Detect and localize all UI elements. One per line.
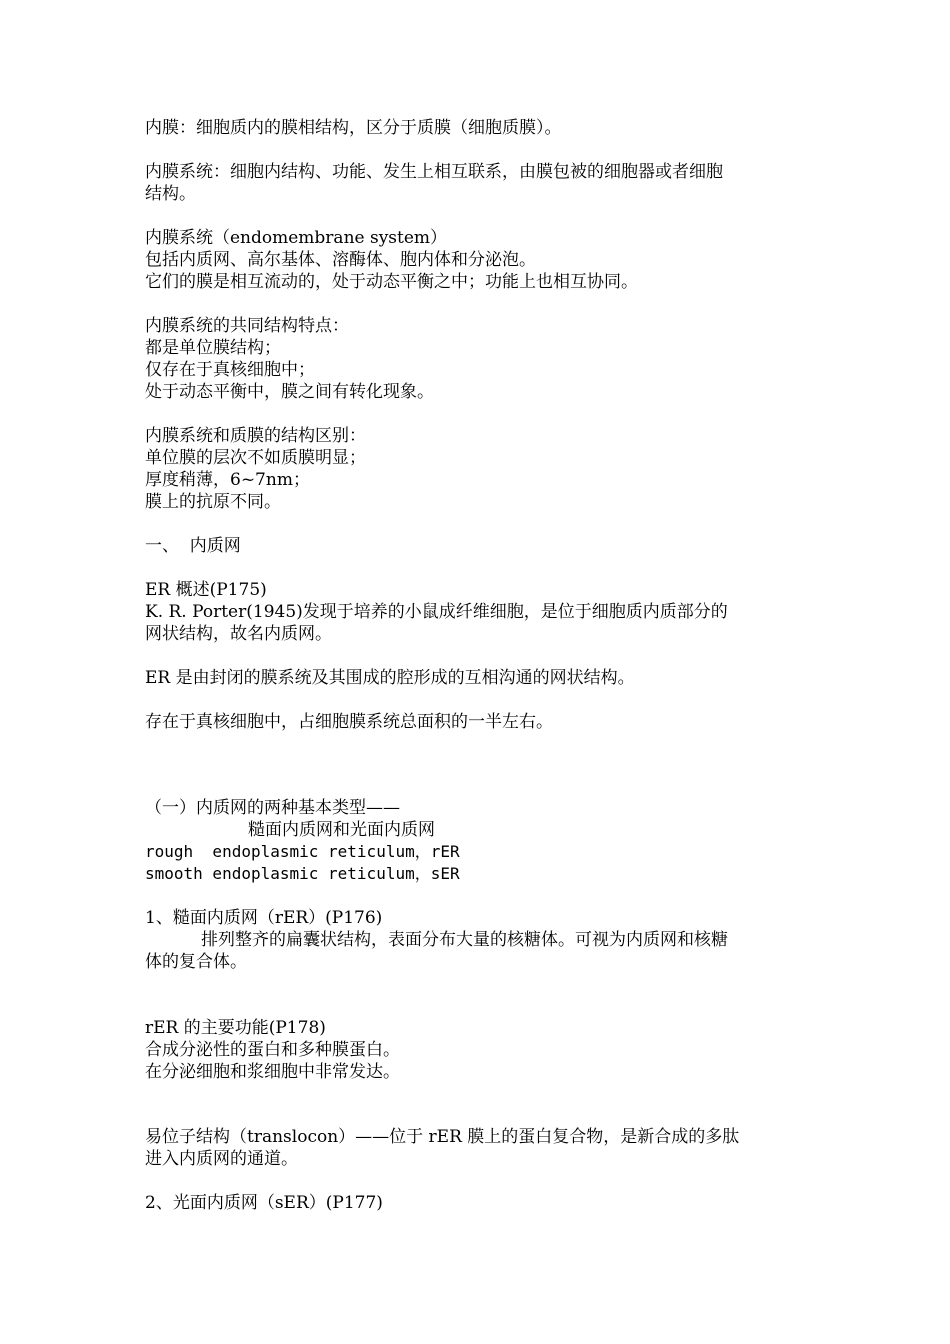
subsection-heading-types: （一）内质网的两种基本类型—— <box>145 798 400 818</box>
common-feature-1: 都是单位膜结构； <box>145 338 281 358</box>
endomembrane-components: 包括内质网、高尔基体、溶酶体、胞内体和分泌泡。 <box>145 250 536 270</box>
er-discovery-line-1: K. R. Porter(1945)发现于培养的小鼠成纤维细胞，是位于细胞质内质部分的 <box>145 602 728 622</box>
section-heading-er: 一、 内质网 <box>145 536 241 556</box>
rough-er-description-line-2: 体的复合体。 <box>145 952 247 972</box>
definition-endomembrane-system-line-1: 内膜系统：细胞内结构、功能、发生上相互联系，由膜包被的细胞器或者细胞 <box>145 162 723 182</box>
difference-1: 单位膜的层次不如质膜明显； <box>145 448 366 468</box>
differences-heading: 内膜系统和质膜的结构区别： <box>145 426 366 446</box>
common-feature-2: 仅存在于真核细胞中； <box>145 360 315 380</box>
rer-function-heading: rER 的主要功能(P178) <box>145 1018 326 1038</box>
rough-er-heading: 1、糙面内质网（rER）(P176) <box>145 908 383 928</box>
endomembrane-system-heading: 内膜系统（endomembrane system） <box>145 228 448 248</box>
rer-function-2: 在分泌细胞和浆细胞中非常发达。 <box>145 1062 400 1082</box>
definition-endomembrane-system-line-2: 结构。 <box>145 184 196 204</box>
smooth-er-heading: 2、光面内质网（sER）(P177) <box>145 1193 383 1213</box>
common-features-heading: 内膜系统的共同结构特点： <box>145 316 349 336</box>
definition-endomembrane: 内膜：细胞质内的膜相结构，区分于质膜（细胞质膜）。 <box>145 118 562 138</box>
difference-2: 厚度稍薄，6~7nm； <box>145 470 310 490</box>
er-discovery-line-2: 网状结构，故名内质网。 <box>145 624 332 644</box>
translocon-line-1: 易位子结构（translocon）——位于 rER 膜上的蛋白复合物，是新合成的多肽 <box>145 1127 740 1147</box>
rough-er-term: rough endoplasmic reticulum，rER <box>145 842 460 861</box>
er-definition: ER 是由封闭的膜系统及其围成的腔形成的互相沟通的网状结构。 <box>145 668 635 688</box>
subsection-subtitle-types: 糙面内质网和光面内质网 <box>248 820 435 840</box>
translocon-line-2: 进入内质网的通道。 <box>145 1149 298 1169</box>
rer-function-1: 合成分泌性的蛋白和多种膜蛋白。 <box>145 1040 400 1060</box>
common-feature-3: 处于动态平衡中，膜之间有转化现象。 <box>145 382 434 402</box>
endomembrane-dynamics: 它们的膜是相互流动的，处于动态平衡之中；功能上也相互协同。 <box>145 272 638 292</box>
difference-3: 膜上的抗原不同。 <box>145 492 281 512</box>
rough-er-description-line-1: 排列整齐的扁囊状结构，表面分布大量的核糖体。可视为内质网和核糖 <box>201 930 728 950</box>
smooth-er-term: smooth endoplasmic reticulum，sER <box>145 864 460 883</box>
er-overview-heading: ER 概述(P175) <box>145 580 267 600</box>
er-distribution: 存在于真核细胞中，占细胞膜系统总面积的一半左右。 <box>145 712 553 732</box>
